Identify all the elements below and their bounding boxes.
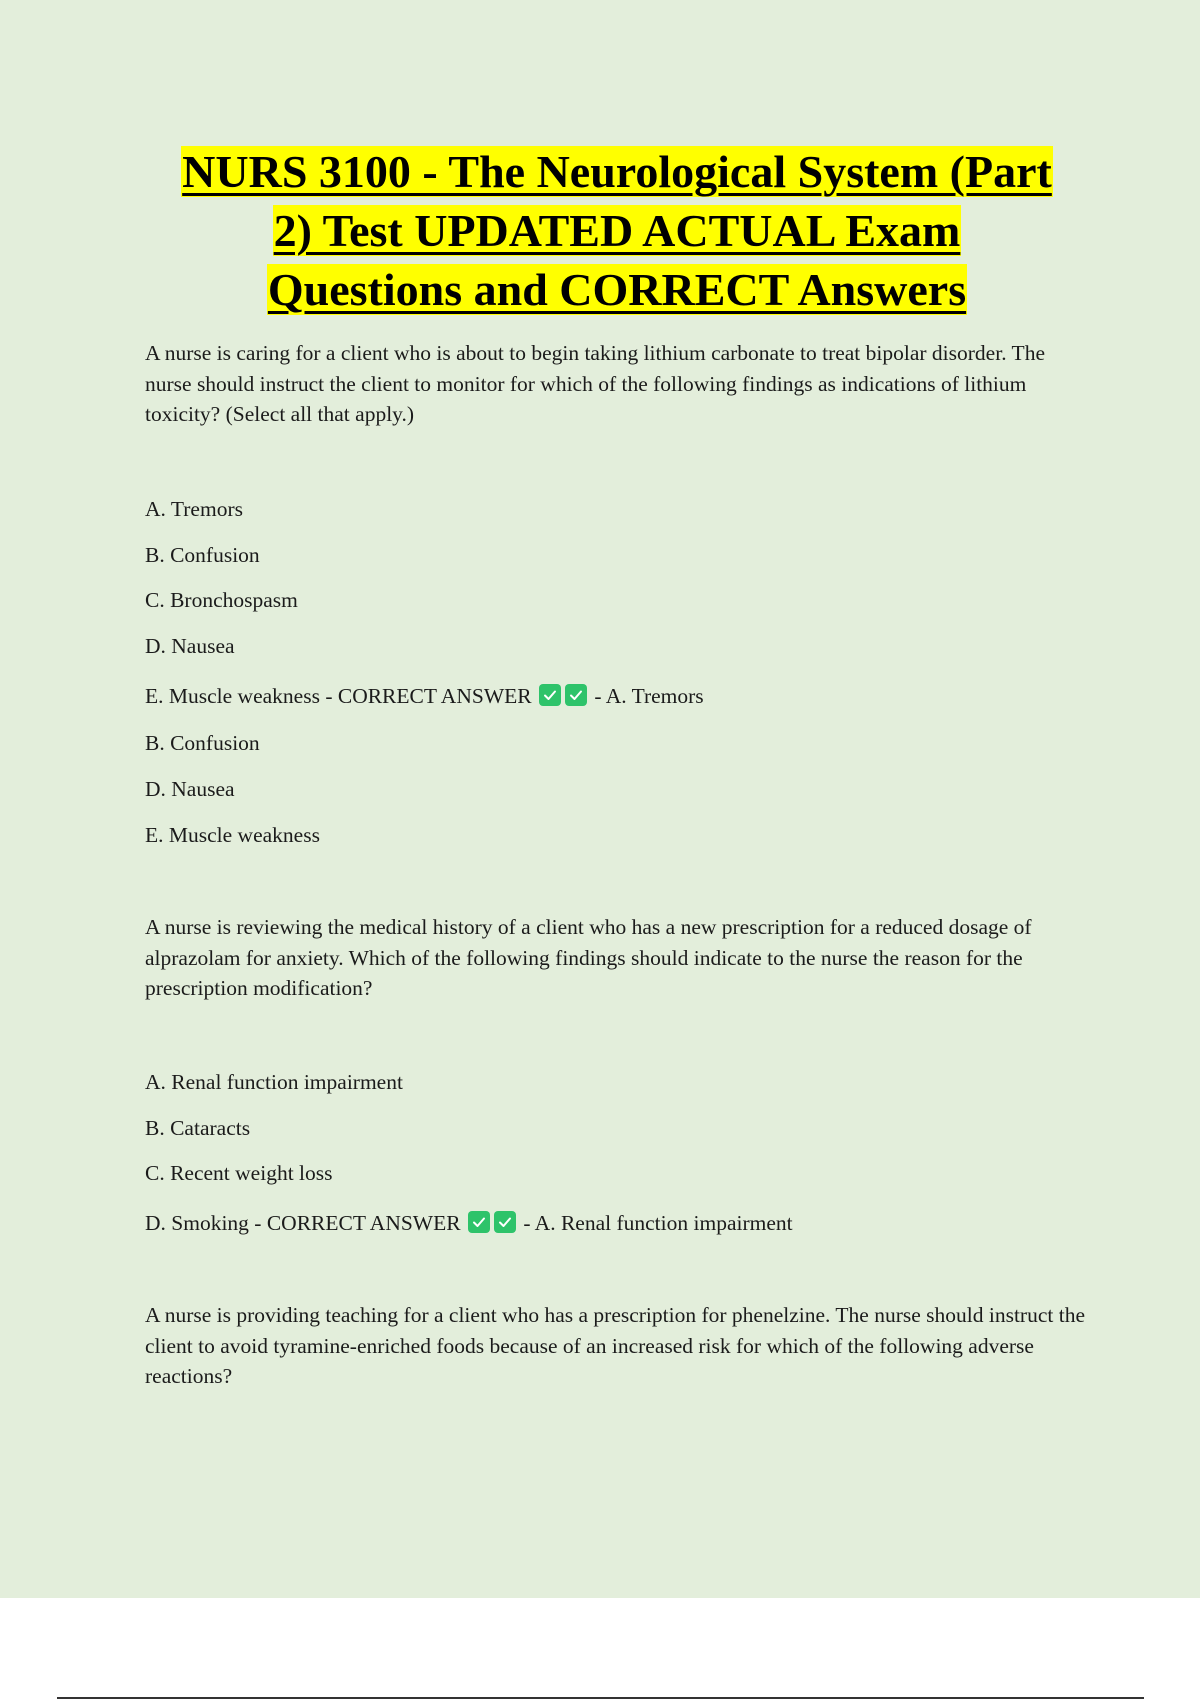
answer-value: - A. Renal function impairment <box>523 1211 793 1235</box>
question-1-answer-d: D. Nausea <box>145 777 235 801</box>
question-2-option-a: A. Renal function impairment <box>145 1070 403 1094</box>
question-1-option-c: C. Bronchospasm <box>145 588 298 612</box>
answer-label: D. Smoking - CORRECT ANSWER <box>145 1211 461 1235</box>
title-line-3: Questions and CORRECT Answers <box>267 264 967 315</box>
question-1-answer-line <box>145 681 704 711</box>
check-icon <box>468 1211 490 1233</box>
question-1-option-a: A. Tremors <box>145 497 243 521</box>
check-icon <box>539 684 561 706</box>
question-3-prompt: A nurse is providing teaching for a client who has a prescription for phenelzine. The nurse should instruct the client to avoid tyramine-enriched foods because of an increased risk for which of the following adverse reactions? <box>145 1303 1085 1388</box>
question-1-option-d: D. Nausea <box>145 634 235 658</box>
question-2-option-c: C. Recent weight loss <box>145 1161 333 1185</box>
question-1-prompt: A nurse is caring for a client who is about to begin taking lithium carbonate to treat bipolar disorder. The nurse should instruct the client to monitor for which of the following findings as indications of lithium toxicity? (Select all that apply.) <box>145 341 1045 426</box>
answer-label: E. Muscle weakness - CORRECT ANSWER <box>145 684 532 708</box>
check-icon <box>565 684 587 706</box>
question-1-answer-e: E. Muscle weakness <box>145 823 320 847</box>
question-1-answer-b: B. Confusion <box>145 731 260 755</box>
answer-value: - A. Tremors <box>594 684 704 708</box>
question-2-prompt: A nurse is reviewing the medical history of a client who has a new prescription for a reduced dosage of alprazolam for anxiety. Which of the following findings should indicate to the nurse the reason for the prescription modification? <box>145 915 1032 1000</box>
question-1-option-b: B. Confusion <box>145 543 260 567</box>
question-2-option-b: B. Cataracts <box>145 1116 251 1140</box>
title-line-2: 2) Test UPDATED ACTUAL Exam <box>273 205 961 256</box>
question-2-answer-line <box>145 1208 793 1238</box>
document-title <box>0 142 1200 319</box>
check-icon <box>494 1211 516 1233</box>
page-divider <box>57 1697 1144 1699</box>
title-line-1: NURS 3100 - The Neurological System (Part <box>182 146 1052 197</box>
